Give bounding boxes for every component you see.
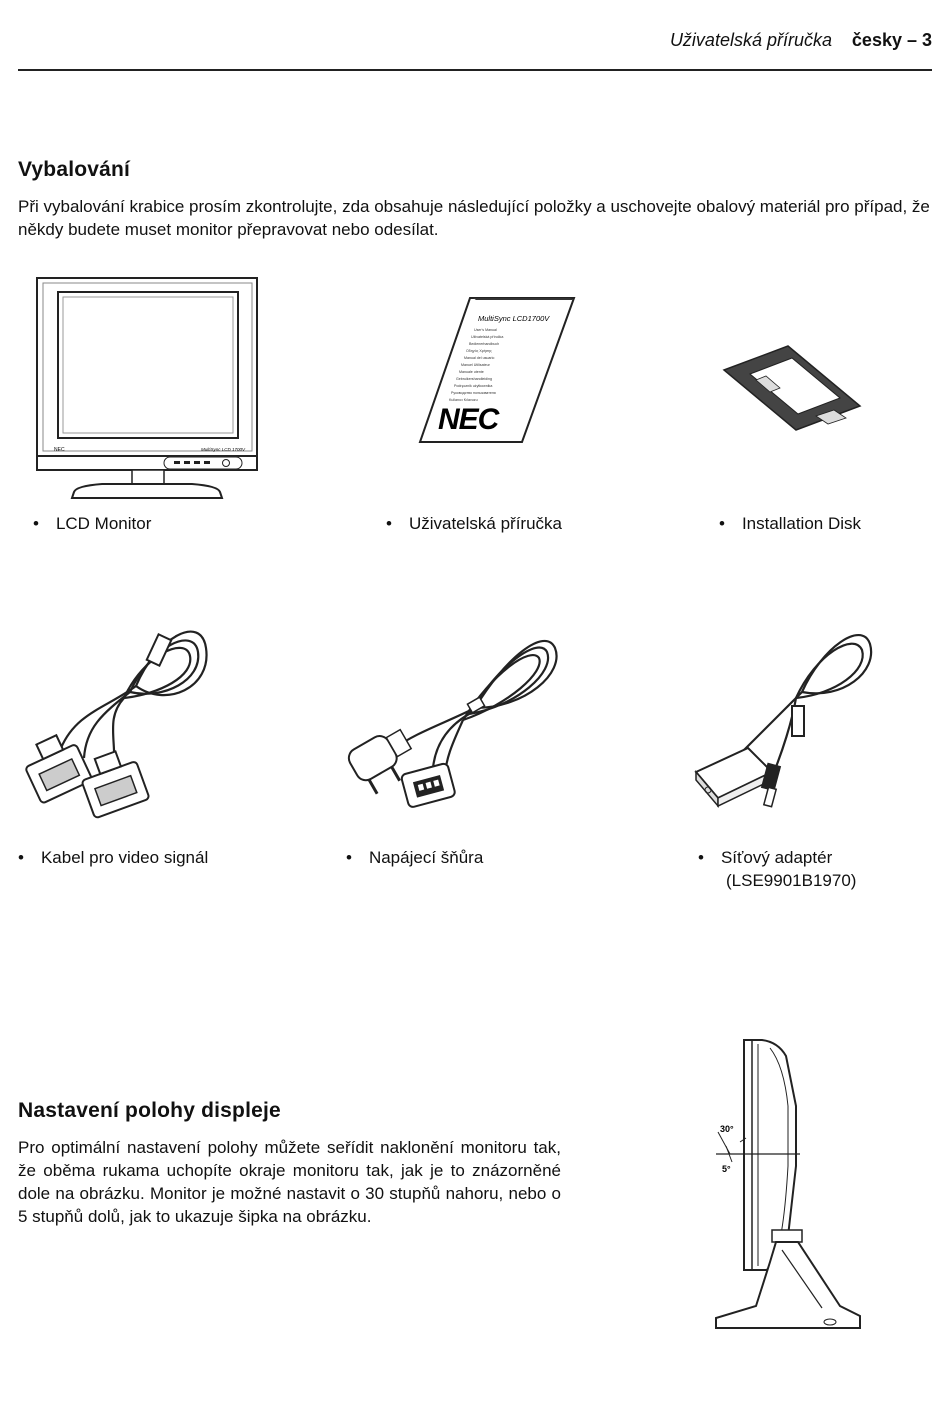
manual-line: User's Manual [474, 328, 497, 332]
lcd-monitor-icon [36, 276, 260, 502]
manual-line: Gebruikershandleiding [456, 377, 492, 381]
manual-line: Manuale utente [459, 370, 484, 374]
manual-line: Podręcznik użytkownika [454, 384, 493, 388]
manual-line: Uživatelská příručka [471, 335, 504, 339]
item-label: Síťový adaptér [720, 848, 833, 867]
manual-line: Οδηγός Χρήσης [466, 349, 492, 353]
power-adapter-icon [692, 622, 882, 812]
manual-line: Manual del usuario [464, 356, 495, 360]
tilt-down-label: 5° [722, 1164, 731, 1174]
manual-line: Manuel Utilisateur [461, 363, 490, 367]
power-cord-icon [345, 628, 565, 808]
manual-line: Kullanıcı Kılavuzu [449, 398, 478, 402]
manual-title: MultiSync LCD1700V [478, 314, 550, 323]
header-title: Uživatelská příručka [669, 30, 832, 50]
bullet: • [386, 514, 392, 533]
floppy-disk-icon [722, 344, 862, 434]
tilt-text: Pro optimální nastavení polohy můžete seřídit naklonění monitoru tak, že oběma rukama uchopíte okraje monitoru tak, jak je to znázorněné dole na obrázku. Monitor je možné nastavit o 30 stupňů nahoru, nebo o 5 stupňů dolů, jak to ukazuje šipka na obrázku. [18, 1138, 561, 1226]
video-cable-icon [26, 618, 216, 818]
bullet: • [18, 848, 24, 867]
monitor-tilt-icon [700, 1036, 870, 1332]
bullet: • [719, 514, 725, 533]
item-label-model: (LSE9901B1970) [726, 871, 857, 890]
item-label: Napájecí šňůra [368, 848, 484, 867]
page-number: česky – 3 [851, 30, 932, 50]
list-item [719, 512, 861, 535]
manual-line: Руководство пользователя [451, 391, 496, 395]
list-item [386, 512, 562, 535]
monitor-model: MultiSync LCD 1700V [201, 447, 246, 452]
tilt-up-label: 30° [720, 1124, 734, 1134]
monitor-brand: NEC [54, 447, 65, 453]
section-heading-unpacking: Vybalování [18, 158, 131, 181]
bullet: • [346, 848, 352, 867]
user-manual-icon [418, 296, 578, 446]
list-item [18, 846, 208, 869]
unpacking-intro: Při vybalování krabice prosím zkontrolujte, zda obsahuje následující položky a uschovejte obalový materiál pro případ, že někdy budete muset monitor přepravovat nebo odesílat. [18, 197, 930, 239]
item-label: Installation Disk [741, 514, 862, 533]
nec-logo: NEC [438, 403, 499, 436]
item-label: Uživatelská příručka [408, 514, 563, 533]
list-item [346, 846, 483, 869]
header-rule [18, 69, 932, 71]
list-item [698, 846, 856, 892]
list-item [33, 512, 151, 535]
bullet: • [33, 514, 39, 533]
item-label: LCD Monitor [55, 514, 152, 533]
manual-line: Bedienerhandbuch [469, 342, 500, 346]
section-heading-tilt: Nastavení polohy displeje [18, 1099, 281, 1122]
item-label: Kabel pro video signál [40, 848, 209, 867]
bullet: • [698, 848, 704, 867]
